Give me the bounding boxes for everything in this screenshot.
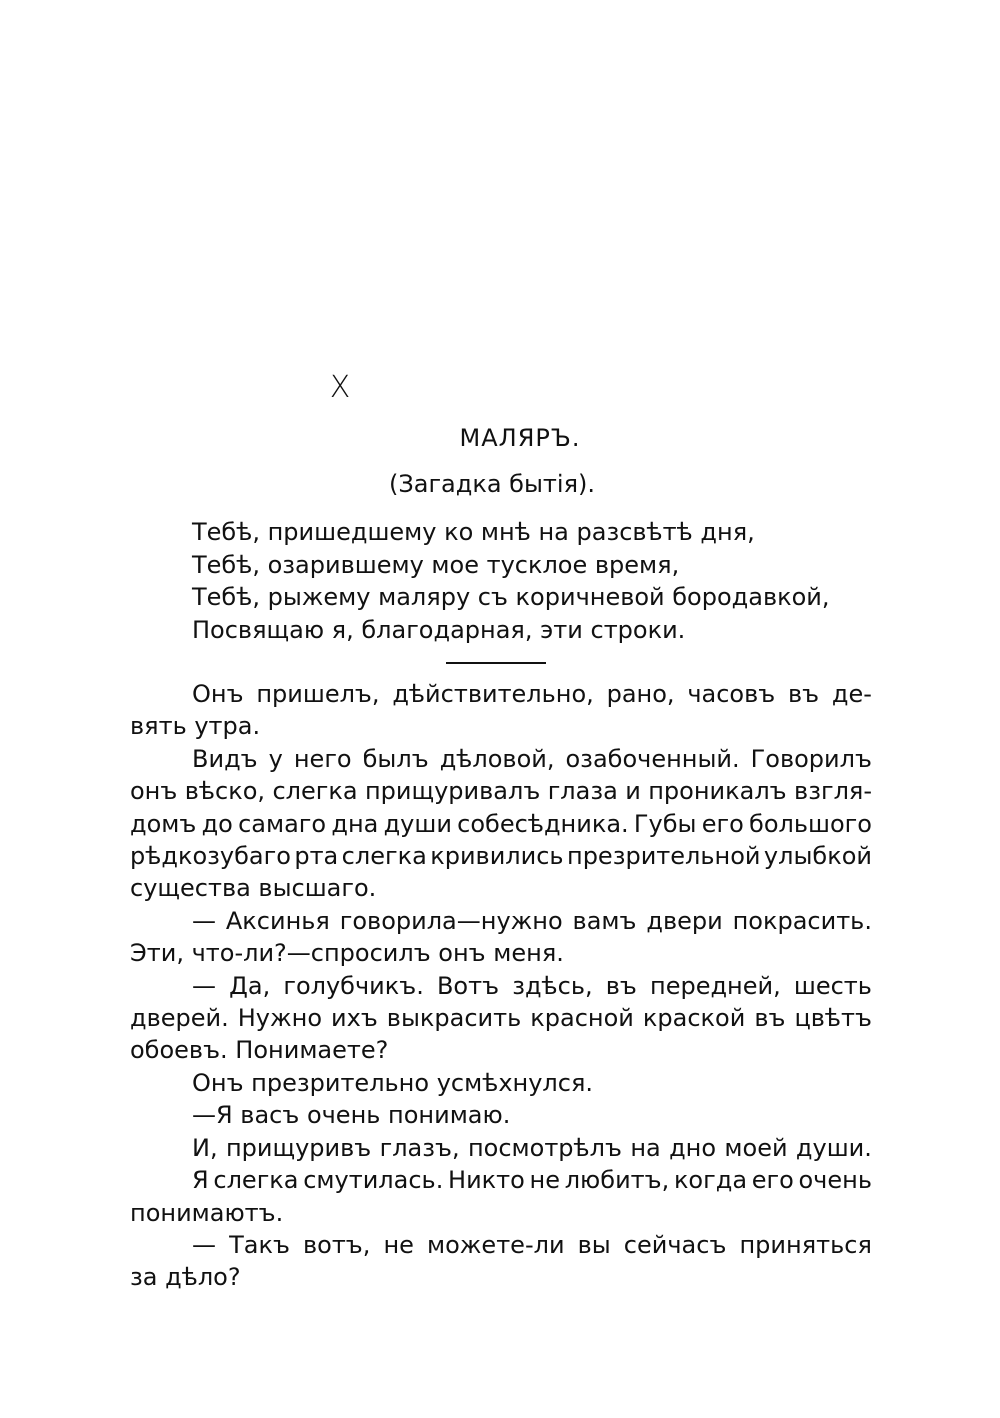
dedication-line: Тебѣ, рыжему маляру съ коричневой бородавкой, [192,583,830,611]
dedication-line: Посвящаю я, благодарная, эти строки. [192,615,686,644]
text-line: И, прищуривъ глазъ, посмотрѣлъ на дно моей души. [192,1133,872,1162]
text-line: домъ до самаго дна души собесѣдника. Губы его большого [130,809,872,838]
chapter-numeral: X [329,370,351,405]
chapter-subtitle: (Загадка бытія). [388,470,596,498]
text-line: за дѣло? [130,1263,241,1292]
text-line: вять утра. [130,712,261,741]
text-line: дверей. Нужно ихъ выкрасить красной краской въ цвѣтъ [130,1004,872,1033]
text-line: обоевъ. Понимаете? [130,1036,389,1065]
text-line: Онъ презрительно усмѣхнулся. [192,1068,594,1097]
text-line: Я слегка смутилась. Никто не любитъ, когда его очень [192,1166,872,1195]
dedication-verse [192,516,892,646]
text-line: понимаютъ. [130,1198,284,1227]
body-text [130,678,872,1294]
chapter-title: МАЛЯРЪ. [459,424,581,452]
section-divider [446,662,546,664]
text-line: — Аксинья говорила—нужно вамъ двери покрасить. [192,906,872,935]
text-line: существа высшаго. [130,874,377,903]
dedication-line: Тебѣ, пришедшему ко мнѣ на разсвѣтѣ дня, [192,518,755,546]
text-line: — Такъ вотъ, не можете-ли вы сейчасъ приняться [192,1230,872,1259]
text-line: —Я васъ очень понимаю. [192,1101,511,1130]
text-line: онъ вѣско, слегка прищуривалъ глаза и проникалъ взгля- [130,777,872,806]
text-line: — Да, голубчикъ. Вотъ здѣсь, въ передней, шесть [192,971,872,1000]
text-line: Эти, что-ли?—спросилъ онъ меня. [130,939,564,968]
text-line: Видъ у него былъ дѣловой, озабоченный. Говорилъ [192,744,872,773]
dedication-line: Тебѣ, озарившему мое тусклое время, [192,550,680,579]
text-line: рѣдкозубаго рта слегка кривились презрительной улыбкой [130,842,872,871]
text-line: Онъ пришелъ, дѣйствительно, рано, часовъ въ де- [192,680,872,708]
